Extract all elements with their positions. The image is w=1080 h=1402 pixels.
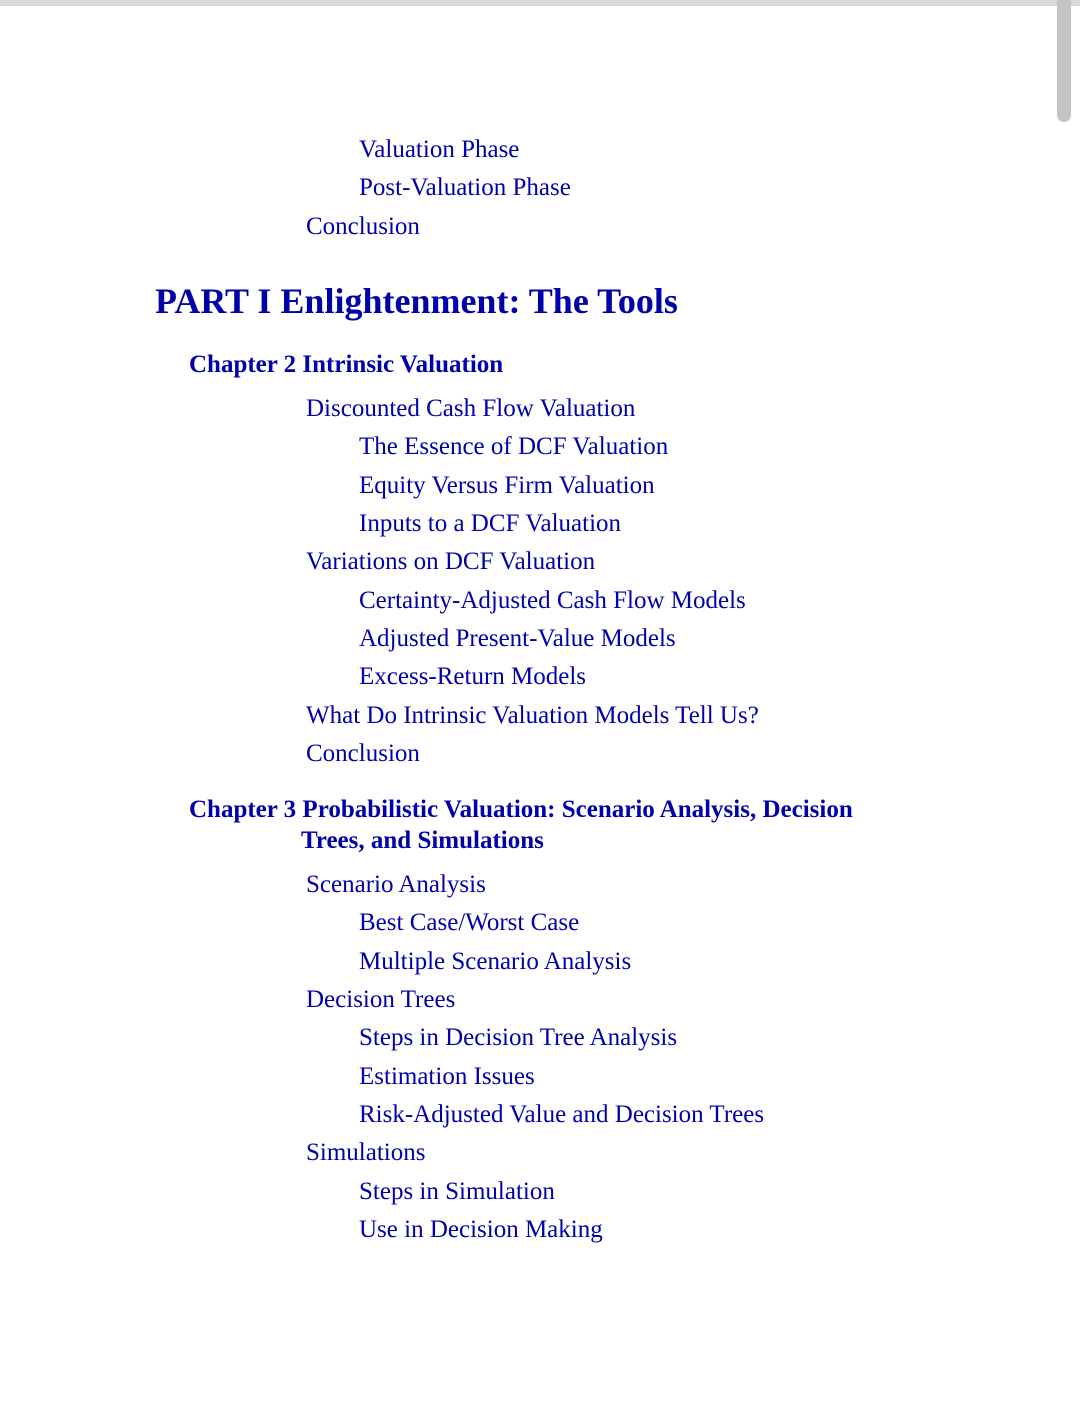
toc-link-risk-adjusted-value[interactable]: Risk-Adjusted Value and Decision Trees [359, 1101, 765, 1128]
toc-link-excess-return[interactable]: Excess-Return Models [359, 663, 587, 690]
toc-link-simulations[interactable]: Simulations [306, 1139, 426, 1166]
chapter-3-heading[interactable]: Chapter 3 Probabilistic Valuation: Scenario Analysis, Decision [189, 796, 853, 823]
toc-link-decision-trees[interactable]: Decision Trees [306, 986, 456, 1013]
scrollbar-thumb[interactable] [1057, 0, 1071, 122]
toc-link-multiple-scenario[interactable]: Multiple Scenario Analysis [359, 948, 632, 975]
toc-link-inputs-dcf[interactable]: Inputs to a DCF Valuation [359, 510, 622, 537]
toc-link-steps-simulation[interactable]: Steps in Simulation [359, 1178, 555, 1205]
toc-link-valuation-phase[interactable]: Valuation Phase [359, 136, 520, 163]
toc-link-apv-models[interactable]: Adjusted Present-Value Models [359, 625, 676, 652]
toc-link-essence-dcf[interactable]: The Essence of DCF Valuation [359, 433, 669, 460]
toc-link-conclusion[interactable]: Conclusion [306, 213, 420, 240]
toc-link-variations-dcf[interactable]: Variations on DCF Valuation [306, 548, 596, 575]
toc-link-best-worst-case[interactable]: Best Case/Worst Case [359, 909, 580, 936]
toc-link-decision-making[interactable]: Use in Decision Making [359, 1216, 603, 1243]
toc-link-estimation-issues[interactable]: Estimation Issues [359, 1063, 535, 1090]
toc-link-steps-decision-tree[interactable]: Steps in Decision Tree Analysis [359, 1024, 678, 1051]
toc-link-dcf-valuation[interactable]: Discounted Cash Flow Valuation [306, 395, 636, 422]
chapter-2-heading[interactable]: Chapter 2 Intrinsic Valuation [189, 351, 504, 378]
toc-link-equity-vs-firm[interactable]: Equity Versus Firm Valuation [359, 472, 655, 499]
chapter-3-heading-cont[interactable]: Trees, and Simulations [301, 827, 544, 854]
toc-link-conclusion-ch2[interactable]: Conclusion [306, 740, 420, 767]
toc-link-certainty-adjusted[interactable]: Certainty-Adjusted Cash Flow Models [359, 587, 746, 614]
top-bar [0, 0, 1080, 6]
toc-link-scenario-analysis[interactable]: Scenario Analysis [306, 871, 486, 898]
part-heading[interactable]: PART I Enlightenment: The Tools [155, 281, 678, 321]
toc-link-post-valuation-phase[interactable]: Post-Valuation Phase [359, 174, 571, 201]
toc-link-intrinsic-tell-us[interactable]: What Do Intrinsic Valuation Models Tell Us? [306, 702, 759, 729]
